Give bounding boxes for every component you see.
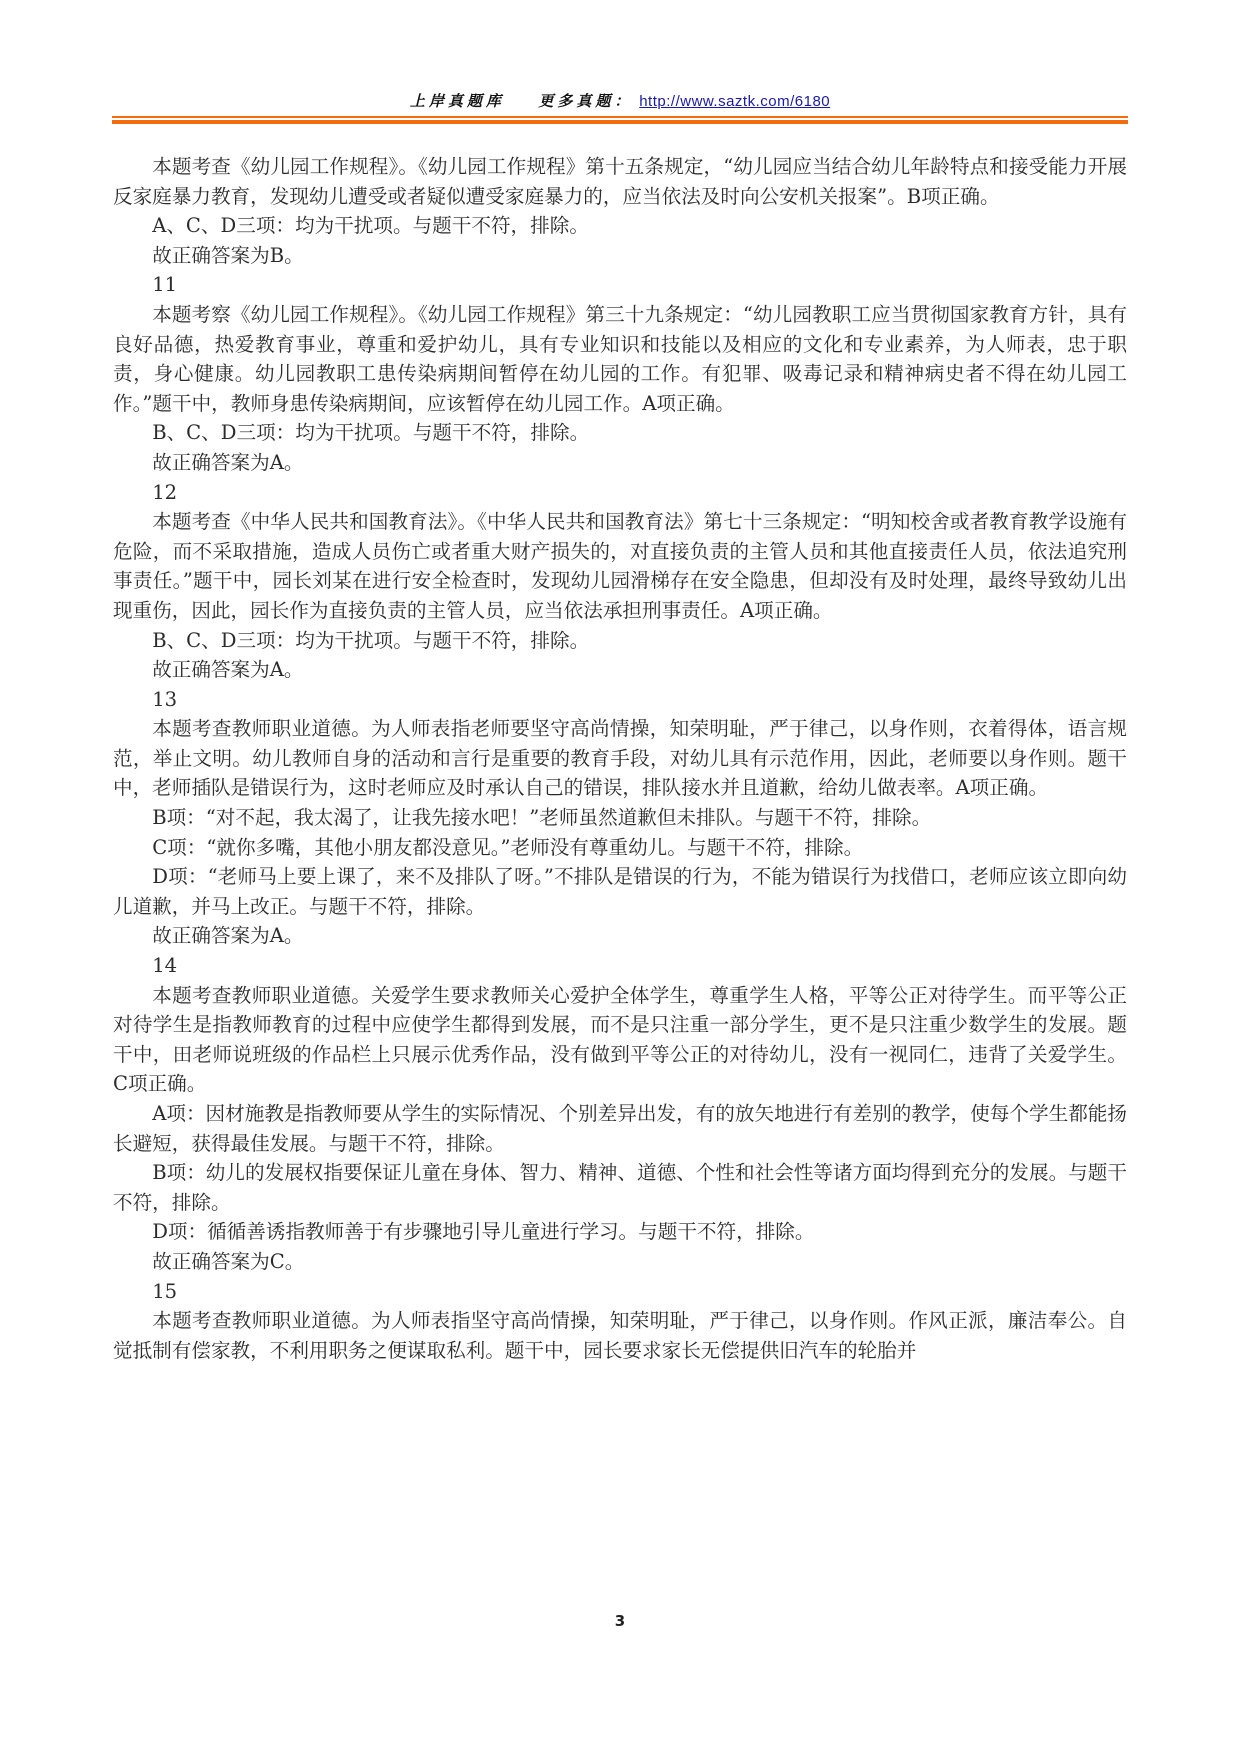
- header-rule-thin: [112, 116, 1128, 118]
- question-number: 15: [152, 1279, 178, 1303]
- paragraph: B、C、D三项：均为干扰项。与题干不符，排除。: [152, 421, 590, 445]
- paragraph: 故正确答案为C。: [152, 1249, 305, 1273]
- paragraph: B项：幼儿的发展权指要保证儿童在身体、智力、精神、道德、个性和社会性等诸方面均得到充分的发展。与题干不符，排除。: [113, 1161, 1127, 1214]
- header-brand: 上岸真题库: [409, 92, 505, 110]
- paragraph: D项：循循善诱指教师善于有步骤地引导儿童进行学习。与题干不符，排除。: [152, 1220, 815, 1244]
- paragraph: A、C、D三项：均为干扰项。与题干不符，排除。: [152, 214, 589, 238]
- question-number: 11: [152, 273, 178, 297]
- page-number: 3: [614, 1612, 626, 1630]
- paragraph: 本题考察《幼儿园工作规程》。《幼儿园工作规程》第三十九条规定：“幼儿园教职工应当贯彻国家教育方针，具有良好品德，热爱教育事业，尊重和爱护幼儿，具有专业知识和技能以及相应的文化和专业素养，为人师表，忠于职责，身心健康。幼儿园教职工患传染病期间暂停在幼儿园的工作。有犯罪、吸毒记录和精神病史者不得在幼儿园工作。”题干中，教师身患传染病期间，应该暂停在幼儿园工作。A项正确。: [113, 302, 1127, 415]
- header-more-label: 更多真题：: [538, 92, 634, 110]
- paragraph: 故正确答案为A。: [152, 450, 304, 474]
- paragraph: 故正确答案为B。: [152, 243, 304, 267]
- header-rule-thick: [112, 120, 1128, 124]
- paragraph: 故正确答案为A。: [152, 658, 304, 682]
- paragraph: 本题考查《中华人民共和国教育法》。《中华人民共和国教育法》第七十三条规定：“明知校舍或者教育教学设施有危险，而不采取措施，造成人员伤亡或者重大财产损失的，对直接负责的主管人员和其他直接责任人员，依法追究刑事责任。”题干中，园长刘某在进行安全检查时，发现幼儿园滑梯存在安全隐患，但却没有及时处理，最终导致幼儿出现重伤，因此，园长作为直接负责的主管人员，应当依法承担刑事责任。A项正确。: [113, 510, 1127, 622]
- header-banner: [112, 90, 1128, 111]
- paragraph: B、C、D三项：均为干扰项。与题干不符，排除。: [152, 628, 590, 652]
- page-header: [112, 84, 1128, 124]
- question-number: 14: [152, 954, 178, 978]
- paragraph: 故正确答案为A。: [152, 924, 304, 948]
- paragraph: 本题考查教师职业道德。为人师表指老师要坚守高尚情操，知荣明耻，严于律己，以身作则，衣着得体，语言规范，举止文明。幼儿教师自身的活动和言行是重要的教育手段，对幼儿具有示范作用，因此，老师要以身作则。题干中，老师插队是错误行为，这时老师应及时承认自己的错误，排队接水并且道歉，给幼儿做表率。A项正确。: [113, 717, 1127, 800]
- document-body: [113, 152, 1127, 1365]
- paragraph: C项：“就你多嘴，其他小朋友都没意见。”老师没有尊重幼儿。与题干不符，排除。: [152, 835, 864, 859]
- question-number: 12: [152, 480, 178, 504]
- header-link[interactable]: http://www.saztk.com/6180: [639, 93, 831, 110]
- paragraph: B项：“对不起，我太渴了，让我先接水吧！”老师虽然道歉但未排队。与题干不符，排除。: [152, 806, 932, 830]
- paragraph: D项：“老师马上要上课了，来不及排队了呀。”不排队是错误的行为，不能为错误行为找借口，老师应该立即向幼儿道歉，并马上改正。与题干不符，排除。: [113, 865, 1127, 918]
- paragraph: 本题考查《幼儿园工作规程》。《幼儿园工作规程》第十五条规定，“幼儿园应当结合幼儿年龄特点和接受能力开展反家庭暴力教育，发现幼儿遭受或者疑似遭受家庭暴力的，应当依法及时向公安机关报案”。B项正确。: [113, 155, 1127, 208]
- paragraph: 本题考查教师职业道德。关爱学生要求教师关心爱护全体学生，尊重学生人格，平等公正对待学生。而平等公正对待学生是指教师教育的过程中应使学生都得到发展，而不是只注重一部分学生，更不是只注重少数学生的发展。题干中，田老师说班级的作品栏上只展示优秀作品，没有做到平等公正的对待幼儿，没有一视同仁，违背了关爱学生。C项正确。: [113, 983, 1127, 1096]
- question-number: 13: [152, 687, 178, 711]
- paragraph: 本题考查教师职业道德。为人师表指坚守高尚情操，知荣明耻，严于律己，以身作则。作风正派，廉洁奉公。自觉抵制有偿家教，不利用职务之便谋取私利。题干中，园长要求家长无偿提供旧汽车的轮胎并: [113, 1309, 1127, 1362]
- paragraph: A项：因材施教是指教师要从学生的实际情况、个别差异出发，有的放矢地进行有差别的教学，使每个学生都能扬长避短，获得最佳发展。与题干不符，排除。: [113, 1102, 1127, 1155]
